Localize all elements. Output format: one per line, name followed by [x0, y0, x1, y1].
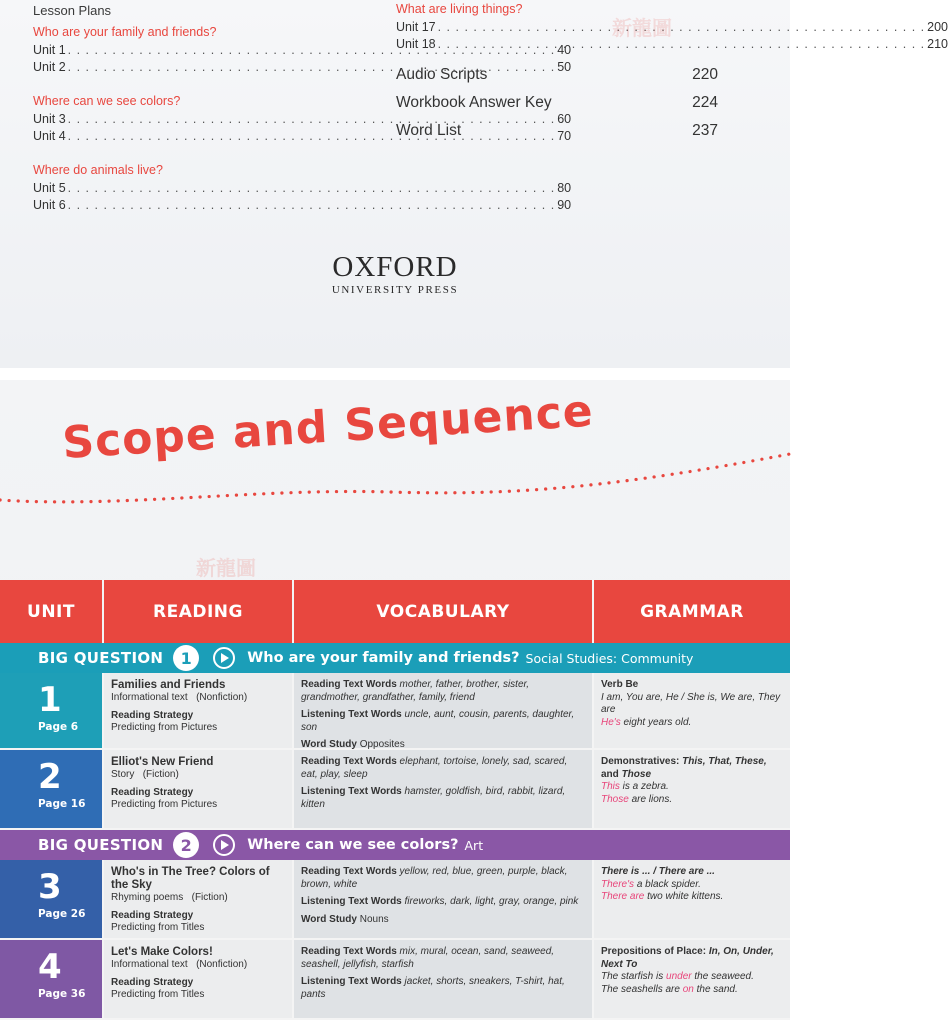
- grammar-title: There is ... / There are ...: [601, 866, 715, 877]
- toc-leader: [438, 19, 926, 36]
- strategy-label: Reading Strategy: [111, 976, 194, 988]
- grammar-example: two white kittens.: [644, 891, 724, 902]
- grammar-cell: [594, 673, 790, 748]
- toc-extra-word-list[interactable]: [396, 117, 718, 145]
- toc-extra-answer-key[interactable]: [396, 89, 718, 117]
- reading-genre-type: (Nonfiction): [196, 692, 248, 703]
- toc-unit: Unit 18: [396, 37, 436, 51]
- unit-page: Page 26: [38, 908, 86, 920]
- strategy-label: Reading Strategy: [111, 709, 194, 721]
- grammar-title-italic: In, On, Under,: [708, 946, 774, 957]
- reading-title: Families and Friends: [111, 679, 226, 691]
- grammar-title-italic: Those: [621, 768, 652, 780]
- unit-number: 2: [38, 757, 62, 797]
- reading-genre-type: (Nonfiction): [196, 959, 248, 970]
- grammar-highlight: under: [666, 971, 692, 982]
- strategy-label: Reading Strategy: [111, 786, 194, 798]
- unit-cell: [0, 673, 104, 748]
- grammar-highlight: There's: [601, 878, 635, 890]
- grammar-title: Demonstratives:: [601, 756, 680, 767]
- toc-page-number: 40: [557, 43, 572, 57]
- toc-extra-audio-scripts[interactable]: [396, 61, 718, 89]
- vocab-words: elephant, tortoise, lonely, sad, scared, eat, play, sleep: [301, 756, 568, 780]
- grammar-title: and: [601, 768, 619, 780]
- toc-extra-label: Workbook Answer Key: [396, 94, 552, 111]
- unit-page: Page 6: [38, 721, 79, 733]
- reading-title: Let's Make Colors!: [111, 946, 213, 958]
- toc-page-number: 70: [557, 129, 572, 143]
- unit-cell: [0, 860, 104, 938]
- toc-unit: Unit 3: [33, 112, 66, 126]
- vocab-label: Reading Text Words: [301, 866, 397, 877]
- toc-page-number: 220: [692, 66, 718, 83]
- reading-cell: [104, 673, 294, 748]
- toc-leader: [68, 180, 556, 197]
- reading-genre: Rhyming poems: [111, 892, 184, 903]
- reading-title: Elliot's New Friend: [111, 756, 214, 768]
- unit-number: 4: [38, 947, 62, 987]
- scope-page: [0, 380, 790, 1000]
- toc-page-number: 80: [557, 181, 572, 195]
- toc-page-number: 50: [557, 60, 572, 74]
- scope-table: [0, 580, 790, 1020]
- toc-page-number: 224: [692, 94, 718, 111]
- big-question-subject: Art: [464, 837, 484, 853]
- reading-cell: [104, 940, 294, 1018]
- big-question-number: 1: [173, 645, 199, 671]
- vocab-words: fireworks, dark, light, gray, orange, pink: [404, 896, 579, 907]
- toc-heading: Lesson Plans: [33, 3, 112, 18]
- vocab-words: uncle, aunt, cousin, parents, daughter, son: [301, 709, 575, 733]
- toc-question: What are living things?: [396, 2, 523, 16]
- vocab-words: hamster, goldfish, bird, rabbit, lizard, kitten: [301, 786, 566, 810]
- toc-page-number: 237: [692, 122, 718, 139]
- toc-question: Where can we see colors?: [33, 94, 181, 108]
- grammar-highlight: There are: [601, 891, 645, 902]
- big-question-label: BIG QUESTION: [38, 649, 164, 667]
- toc-unit: Unit 4: [33, 129, 66, 143]
- toc-page-number: 200: [927, 20, 948, 34]
- header-vocabulary: VOCABULARY: [294, 580, 594, 643]
- grammar-example: a black spider.: [634, 878, 701, 890]
- vocab-words: jacket, shorts, sneakers, T-shirt, hat, pants: [301, 976, 565, 1000]
- unit-cell: [0, 750, 104, 828]
- big-question-subject: Social Studies: Community: [525, 650, 694, 666]
- grammar-title: Prepositions of Place:: [601, 946, 707, 957]
- page-title: Scope and Sequence: [60, 385, 595, 469]
- grammar-title-italic: This, That, These,: [682, 756, 767, 767]
- strategy-text: Predicting from Titles: [111, 922, 205, 933]
- header-reading: READING: [104, 580, 294, 643]
- vocab-label: Word Study: [301, 739, 357, 750]
- reading-genre: Story: [111, 769, 135, 780]
- header-unit: UNIT: [0, 580, 104, 643]
- grammar-highlight: This: [601, 781, 620, 792]
- dotted-wave-decoration: [0, 430, 790, 520]
- reading-title: Who's in The Tree? Colors of the Sky: [111, 866, 270, 891]
- toc-entry[interactable]: [33, 197, 572, 214]
- vocab-label: Reading Text Words: [301, 946, 397, 957]
- toc-unit: Unit 1: [33, 43, 66, 57]
- unit-cell: [0, 940, 104, 1018]
- strategy-text: Predicting from Pictures: [111, 722, 218, 733]
- vocab-words: mix, mural, ocean, sand, seaweed, seashell, jellyfish, starfish: [301, 946, 555, 970]
- grammar-example: is a zebra.: [619, 781, 669, 792]
- unit-number: 3: [38, 867, 62, 907]
- table-row: [0, 940, 790, 1020]
- vocabulary-cell: [294, 860, 594, 938]
- vocab-label: Reading Text Words: [301, 756, 397, 767]
- vocab-label: Listening Text Words: [301, 896, 402, 907]
- big-question-banner: [0, 830, 790, 860]
- vocab-label: Listening Text Words: [301, 709, 402, 720]
- big-question-text: Where can we see colors?: [247, 837, 459, 853]
- vocab-label: Listening Text Words: [301, 976, 402, 987]
- vocab-words: yellow, red, blue, green, purple, black, brown, white: [301, 866, 568, 890]
- big-question-banner: [0, 643, 790, 673]
- grammar-cell: [594, 940, 790, 1018]
- publisher-sub: UNIVERSITY PRESS: [331, 284, 459, 296]
- grammar-highlight: He's: [601, 716, 621, 728]
- table-row: [0, 673, 790, 750]
- play-icon[interactable]: [213, 647, 235, 669]
- toc-page-number: 210: [927, 37, 948, 51]
- grammar-example: The starfish is: [601, 971, 667, 982]
- toc-unit: Unit 2: [33, 60, 66, 74]
- strategy-text: Predicting from Titles: [111, 989, 205, 1000]
- vocab-words: mother, father, brother, sister, grandmother, grandfather, family, friend: [301, 679, 530, 703]
- toc-page-number: 60: [557, 112, 572, 126]
- unit-page: Page 16: [38, 798, 86, 810]
- toc-unit: Unit 17: [396, 20, 436, 34]
- vocab-label: Listening Text Words: [301, 786, 402, 797]
- reading-genre-type: (Fiction): [191, 892, 228, 903]
- toc-extra-label: Audio Scripts: [396, 66, 488, 83]
- grammar-highlight: Those: [601, 793, 629, 805]
- publisher-logo: [0, 251, 790, 296]
- strategy-text: Predicting from Pictures: [111, 799, 218, 810]
- grammar-example: are lions.: [628, 793, 673, 805]
- vocabulary-cell: [294, 940, 594, 1018]
- grammar-line: I am, You are, He / She is, We are, They are: [601, 691, 781, 715]
- play-icon[interactable]: [213, 834, 235, 856]
- reading-cell: [104, 750, 294, 828]
- big-question-number: 2: [173, 832, 199, 858]
- page-divider: [0, 368, 790, 380]
- reading-genre: Informational text: [111, 692, 188, 703]
- grammar-title: Verb Be: [601, 679, 639, 690]
- unit-number: 1: [38, 680, 62, 720]
- big-question-label: BIG QUESTION: [38, 836, 164, 854]
- header-grammar: GRAMMAR: [640, 601, 744, 622]
- grammar-title-italic: Next To: [601, 958, 638, 970]
- reading-cell: [104, 860, 294, 938]
- grammar-example: The seashells are: [601, 983, 683, 995]
- toc-page-number: 90: [557, 198, 572, 212]
- vocab-label: Word Study: [301, 913, 357, 925]
- table-row: [0, 860, 790, 940]
- vocab-words: Nouns: [359, 913, 389, 925]
- grammar-cell: [594, 860, 790, 938]
- vocabulary-cell: [294, 673, 594, 748]
- table-header: [0, 580, 790, 643]
- toc-leader: [68, 197, 556, 214]
- grammar-cell: [594, 750, 790, 828]
- toc-question: Where do animals live?: [33, 163, 163, 177]
- grammar-example: eight years old.: [620, 716, 692, 728]
- vocabulary-cell: [294, 750, 594, 828]
- strategy-label: Reading Strategy: [111, 909, 194, 921]
- toc-entry[interactable]: [33, 180, 572, 197]
- vocab-words: Opposites: [359, 739, 405, 750]
- big-question-text: Who are your family and friends?: [247, 650, 520, 666]
- watermark: 新龍圖: [196, 556, 256, 580]
- grammar-example: the sand.: [693, 983, 738, 995]
- toc-entry[interactable]: [33, 111, 572, 128]
- grammar-example: the seaweed.: [691, 971, 754, 982]
- grammar-highlight: on: [682, 983, 694, 995]
- toc-unit: Unit 6: [33, 198, 66, 212]
- vocab-label: Reading Text Words: [301, 679, 397, 690]
- table-row: [0, 750, 790, 830]
- toc-leader: [438, 36, 926, 53]
- toc-extra-label: Word List: [396, 122, 462, 139]
- toc-page: [0, 0, 948, 368]
- reading-genre-type: (Fiction): [142, 769, 179, 780]
- toc-unit: Unit 5: [33, 181, 66, 195]
- watermark: 新龍圖: [612, 16, 672, 40]
- reading-genre: Informational text: [111, 959, 188, 970]
- unit-page: Page 36: [38, 988, 86, 1000]
- toc-question: Who are your family and friends?: [33, 25, 217, 39]
- publisher-name: OXFORD: [332, 251, 458, 283]
